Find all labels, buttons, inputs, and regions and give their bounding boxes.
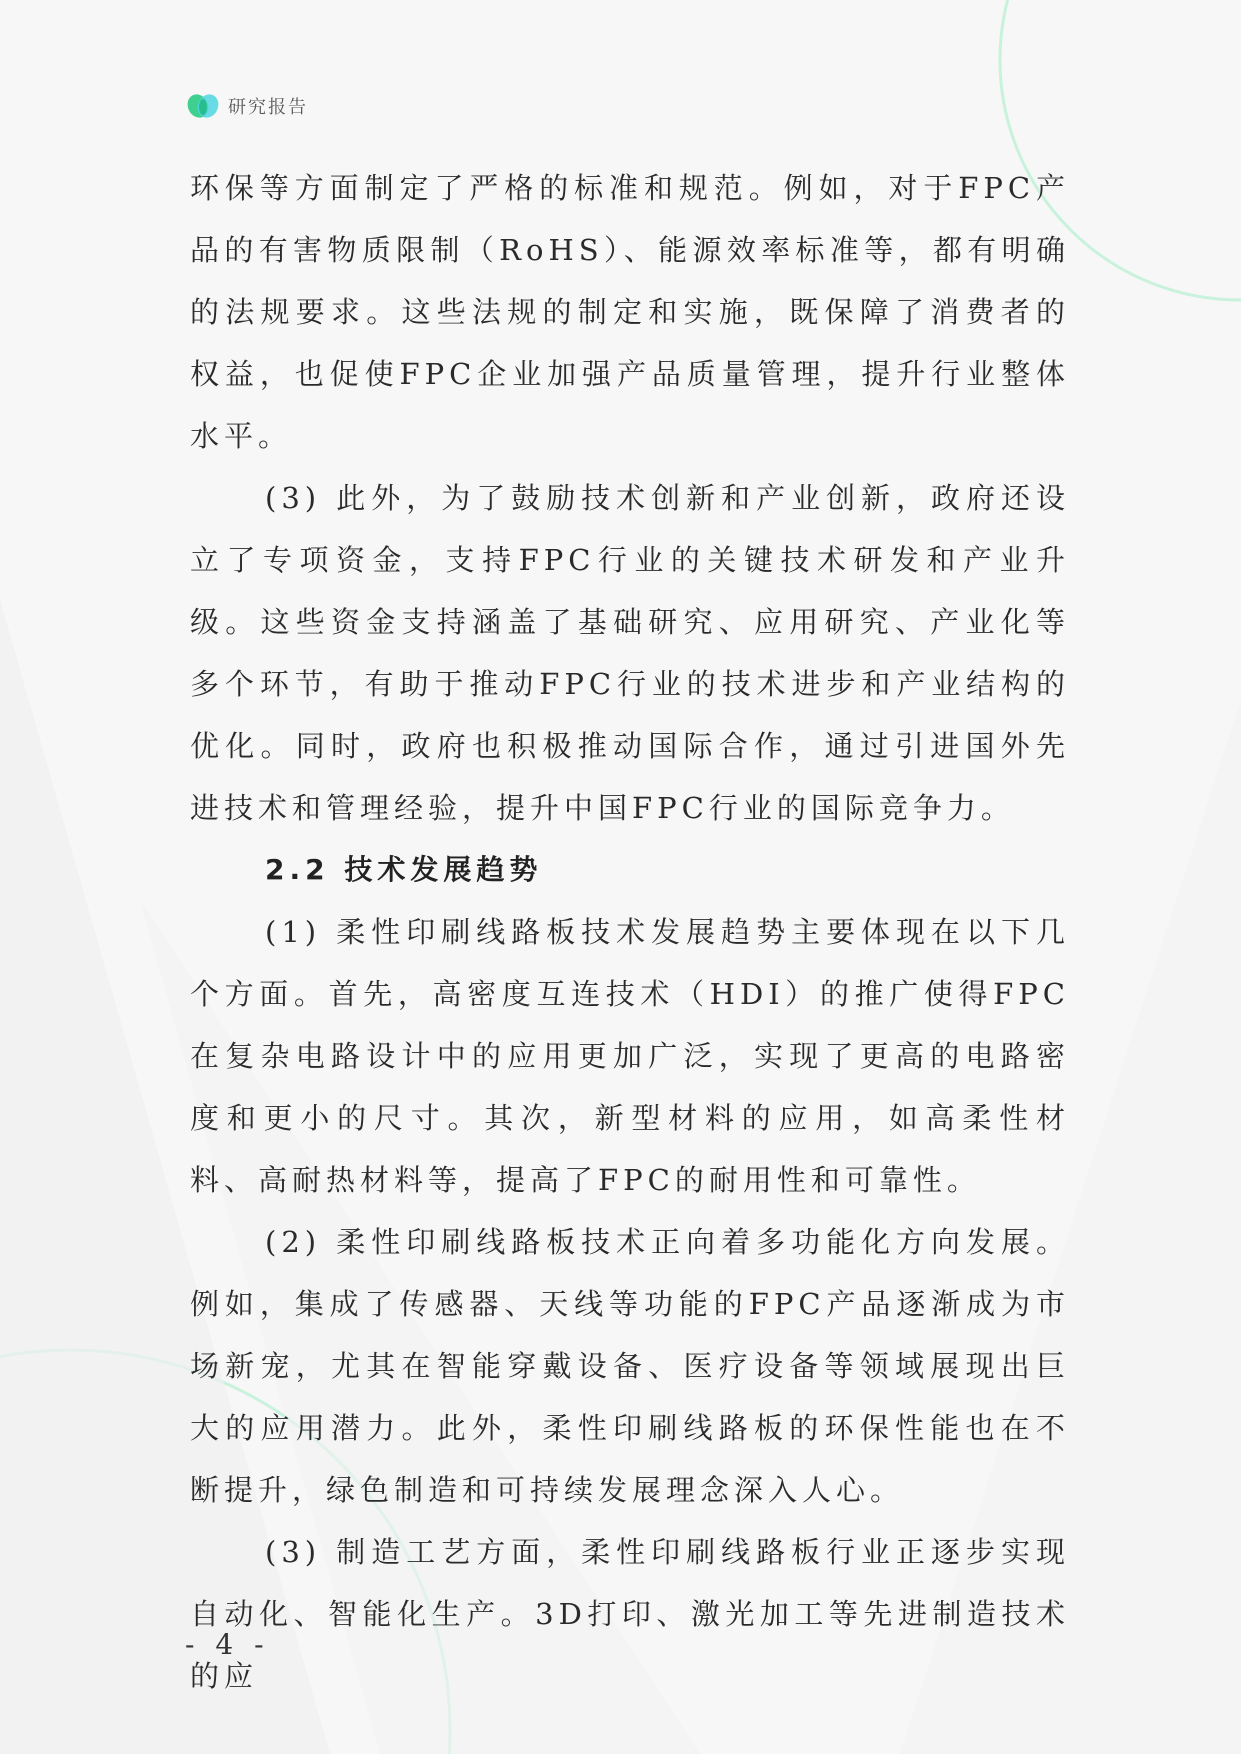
section-heading: 2.2 技术发展趋势 xyxy=(265,853,543,886)
report-header xyxy=(186,86,308,126)
page-number: - 4 - xyxy=(185,1628,270,1661)
green-leaf-logo-icon xyxy=(186,91,220,121)
document-body xyxy=(190,157,1070,1707)
body-paragraph: 环保等方面制定了严格的标准和规范。例如，对于FPC产品的有害物质限制（RoHS）、能源效率标准等，都有明确的法规要求。这些法规的制定和实施，既保障了消费者的权益，也促使FPC企业加强产品质量管理，提升行业整体水平。 xyxy=(190,171,1070,453)
header-title: 研究报告 xyxy=(228,97,308,118)
body-paragraph: (3) 此外，为了鼓励技术创新和产业创新，政府还设立了专项资金，支持FPC行业的关键技术研发和产业升级。这些资金支持涵盖了基础研究、应用研究、产业化等多个环节，有助于推动FPC行业的技术进步和产业结构的优化。同时，政府也积极推动国际合作，通过引进国外先进技术和管理经验，提升中国FPC行业的国际竞争力。 xyxy=(190,481,1070,825)
body-paragraph: (2) 柔性印刷线路板技术正向着多功能化方向发展。例如，集成了传感器、天线等功能的FPC产品逐渐成为市场新宠，尤其在智能穿戴设备、医疗设备等领域展现出巨大的应用潜力。此外，柔性印刷线路板的环保性能也在不断提升，绿色制造和可持续发展理念深入人心。 xyxy=(190,1225,1070,1507)
body-paragraph: (1) 柔性印刷线路板技术发展趋势主要体现在以下几个方面。首先，高密度互连技术（HDI）的推广使得FPC在复杂电路设计中的应用更加广泛，实现了更高的电路密度和更小的尺寸。其次，新型材料的应用，如高柔性材料、高耐热材料等，提高了FPC的耐用性和可靠性。 xyxy=(190,915,1070,1197)
body-paragraph: (3) 制造工艺方面，柔性印刷线路板行业正逐步实现自动化、智能化生产。3D打印、激光加工等先进制造技术的应 xyxy=(190,1535,1070,1693)
